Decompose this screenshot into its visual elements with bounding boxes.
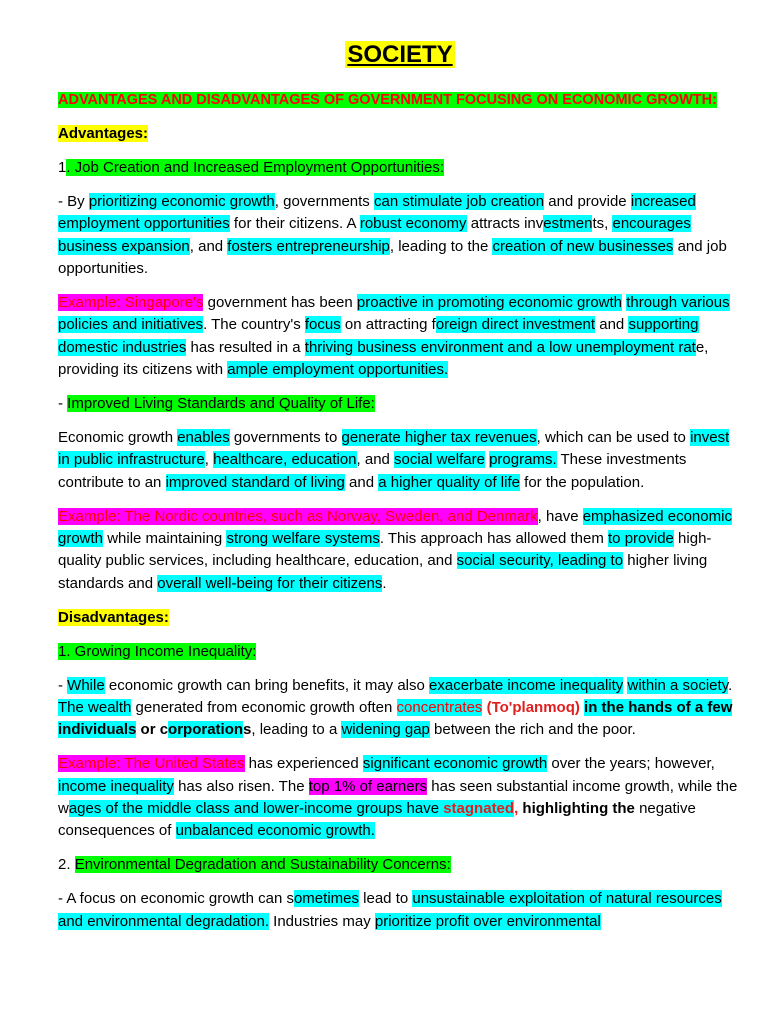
disadvantage-2-heading: 2. Environmental Degradation and Sustainability Concerns: xyxy=(58,856,451,874)
advantage-1-heading: 1. Job Creation and Increased Employment Opportunities: xyxy=(58,158,445,176)
advantage-1-body: - By prioritizing economic growth, governments can stimulate job creation and provide increased employment opportunities for their citizens. A robust economy attracts investments, encourages business expansion, and fosters entrepreneurship, leading to the creation of new businesses and job opportunities. xyxy=(58,192,727,277)
advantage-2-example: Example: The Nordic countries, such as Norway, Sweden, and Denmark, have emphasized economic growth while maintaining strong welfare systems. This approach has allowed them to provide high-quality public services, including healthcare, education, and social security, leading to higher living standards and overall well-being for their citizens. xyxy=(58,507,732,592)
disadvantage-1-body: - While economic growth can bring benefits, it may also exacerbate income inequality within a society. The wealth generated from economic growth often concentrates (To'planmoq) in the hands of a few individuals or corporations, leading to a widening gap between the rich and the poor. xyxy=(58,676,733,739)
main-heading: ADVANTAGES AND DISADVANTAGES OF GOVERNMENT FOCUSING ON ECONOMIC GROWTH: xyxy=(58,92,717,108)
advantage-2-heading: - Improved Living Standards and Quality of Life: xyxy=(58,394,375,412)
disadvantage-2-body: - A focus on economic growth can sometimes lead to unsustainable exploitation of natural resources and environmental degradation. Industries may prioritize profit over environmental xyxy=(58,890,722,930)
advantage-2-body: Economic growth enables governments to generate higher tax revenues, which can be used to invest in public infrastructure, healthcare, education, and social welfare programs. These investments contribute to an improved standard of living and a higher quality of life for the population. xyxy=(58,428,730,491)
advantage-1-example: Example: Singapore's government has been proactive in promoting economic growth through various policies and initiatives. The country's focus on attracting foreign direct investment and supporting domestic industries has resulted in a thriving business environment and a low unemployment rate, providing its citizens with ample employment opportunities. xyxy=(58,293,730,379)
disadvantages-label: Disadvantages: xyxy=(58,608,169,626)
disadvantage-1-example: Example: The United States has experienced significant economic growth over the years; however, income inequality has also risen. The top 1% of earners has seen substantial income growth, while the wages of the middle class and lower-income groups have stagnated, highlighting the negative consequences of unbalanced economic growth. xyxy=(58,755,738,840)
advantages-label: Advantages: xyxy=(58,124,149,142)
document-title: SOCIETY xyxy=(347,41,453,68)
title-block xyxy=(58,0,742,74)
disadvantage-1-heading: 1. Growing Income Inequality: xyxy=(58,642,257,660)
